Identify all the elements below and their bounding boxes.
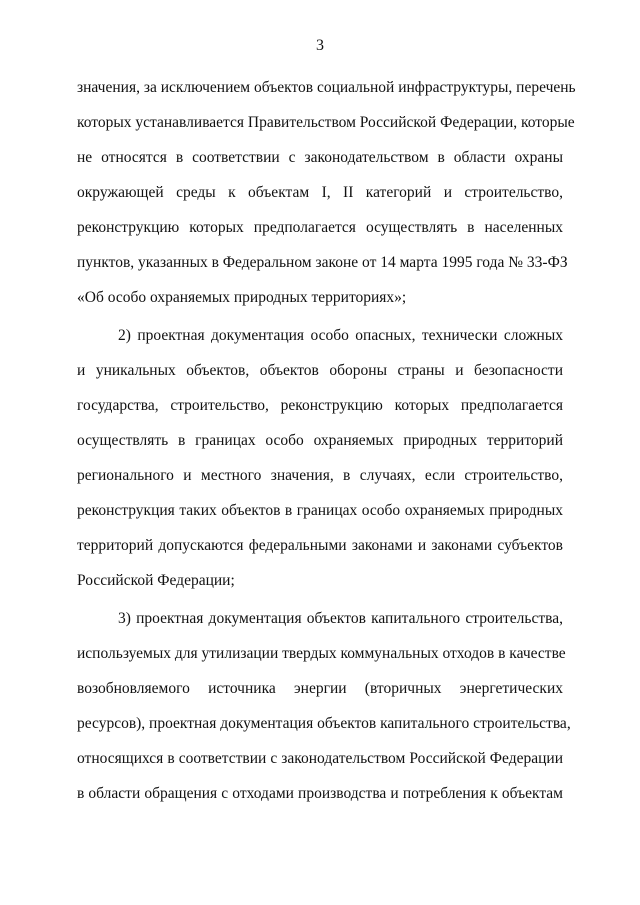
text-line: относящихся в соответствии с законодательством Российской Федерации bbox=[77, 750, 563, 767]
text-line: пунктов, указанных в Федеральном законе от 14 марта 1995 года № 33-ФЗ bbox=[77, 254, 568, 271]
text-line: возобновляемого источника энергии (вторичных энергетических bbox=[77, 680, 563, 697]
text-line: «Об особо охраняемых природных территориях»; bbox=[77, 289, 407, 306]
text-line: реконструкция таких объектов в границах особо охраняемых природных bbox=[77, 502, 563, 519]
page-number: 3 bbox=[316, 37, 324, 54]
paragraph-1 bbox=[77, 70, 576, 315]
text-line: ресурсов), проектная документация объектов капитального строительства, bbox=[77, 715, 571, 732]
text-line: осуществлять в границах особо охраняемых природных территорий bbox=[77, 432, 563, 449]
paragraph-3 bbox=[77, 601, 571, 811]
text-line: территорий допускаются федеральными законами и законами субъектов bbox=[77, 537, 563, 554]
text-line: реконструкцию которых предполагается осуществлять в населенных bbox=[77, 219, 563, 236]
text-line: 2) проектная документация особо опасных, технически сложных bbox=[118, 327, 563, 344]
document-body bbox=[77, 70, 576, 811]
text-line: регионального и местного значения, в случаях, если строительство, bbox=[77, 467, 563, 484]
paragraph-2 bbox=[77, 318, 563, 598]
text-line: 3) проектная документация объектов капитального строительства, bbox=[118, 610, 563, 627]
text-line: государства, строительство, реконструкцию которых предполагается bbox=[77, 397, 563, 414]
text-line: не относятся в соответствии с законодательством в области охраны bbox=[77, 149, 563, 166]
text-line: и уникальных объектов, объектов обороны страны и безопасности bbox=[77, 362, 563, 379]
text-line: которых устанавливается Правительством Российской Федерации, которые bbox=[77, 114, 575, 131]
text-line: окружающей среды к объектам I, II категорий и строительство, bbox=[77, 184, 563, 201]
text-line: значения, за исключением объектов социальной инфраструктуры, перечень bbox=[77, 79, 576, 96]
text-line: в области обращения с отходами производства и потребления к объектам bbox=[77, 785, 563, 802]
text-line: используемых для утилизации твердых коммунальных отходов в качестве bbox=[77, 645, 566, 662]
text-line: Российской Федерации; bbox=[77, 572, 235, 589]
